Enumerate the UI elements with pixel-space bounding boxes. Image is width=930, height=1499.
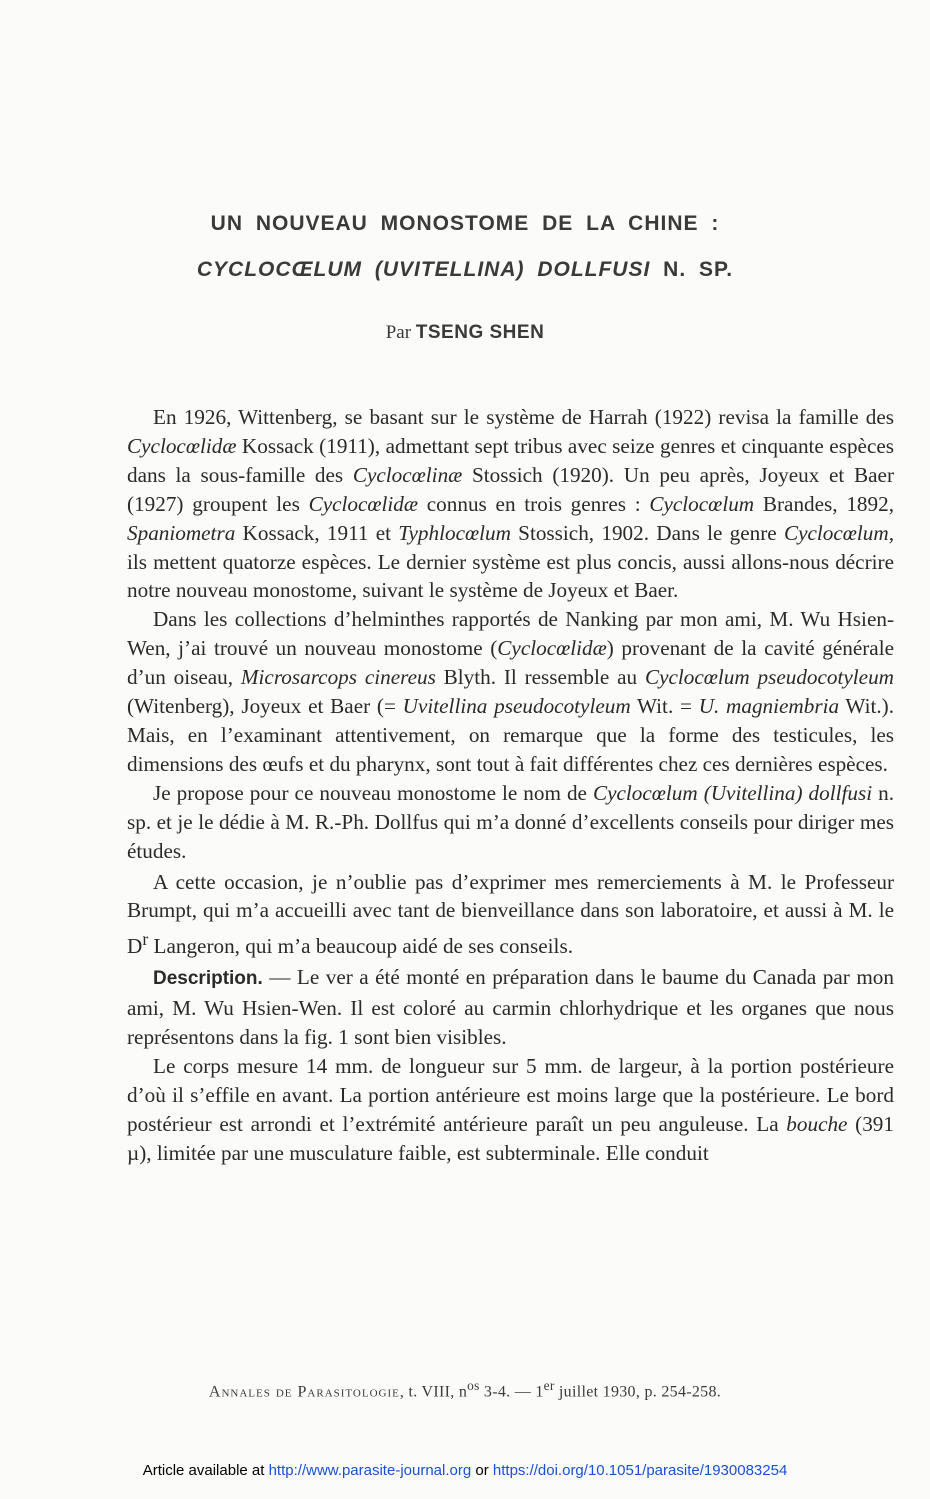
superscript: r	[142, 929, 149, 950]
text-run: Brandes, 1892,	[754, 491, 894, 516]
citation-volume: , t. VIII, n	[399, 1383, 468, 1401]
text-run: n. sp. et je le dédie à M. R.-Ph. Dollfus qui m’a donné d’excellents conseils pour diriger mes études.	[127, 780, 895, 863]
italic-term: Microsarcops cinereus	[240, 665, 436, 690]
text-run: Kossack (1911), admettant sept tribus avec seize genres et cinquante espèces dans la sous-famille des	[127, 433, 894, 487]
text-run: Stossich (1920). Un peu après, Joyeux et Baer (1927) groupent les	[127, 462, 894, 516]
article-body	[127, 403, 894, 1168]
journal-citation	[0, 1378, 930, 1401]
text-run: En 1926, Wittenberg, se basant sur le système de Harrah (1922) revisa la famille des	[153, 405, 894, 429]
text-run: Kossack, 1911 et	[235, 520, 399, 545]
text-run: Le corps mesure 14 mm. de longueur sur 5 mm. de largeur, à la portion postérieure d’où il s’effile en avant. La portion antérieure est moins large que la postérieure. Le bord postérieur est arrondi et l’extrémité antérieure paraît un peu anguleuse. La	[127, 1054, 894, 1136]
article-title-line2	[0, 258, 930, 282]
availability-or: or	[471, 1462, 493, 1479]
italic-term: Cyclocœlum (Uvitellina) dollfusi	[592, 780, 873, 805]
journal-website-link[interactable]: http://www.parasite-journal.org	[268, 1462, 472, 1479]
journal-name: Annales de Parasitologie	[208, 1383, 400, 1401]
citation-er-sup: er	[543, 1378, 555, 1393]
new-species-suffix: N. SP.	[650, 258, 734, 281]
italic-term: Cyclocœlum	[649, 491, 755, 516]
availability-prefix: Article available at	[142, 1462, 269, 1479]
text-run: (391 µ), limitée par une musculature faible, est subterminale. Elle conduit	[127, 1111, 894, 1165]
author-line	[0, 322, 930, 344]
text-run: Wit. =	[630, 694, 699, 719]
text-run: Wit.). Mais, en l’examinant attentivement, on remarque que la forme des testicules, les dimensions des œufs et du pharynx, sont tout à fait différentes chez ces dernières espèces.	[127, 694, 894, 776]
author-name: TSENG SHEN	[415, 322, 545, 343]
text-run: Blyth. Il ressemble au	[435, 665, 645, 690]
text-run: Langeron, qui m’a beaucoup aidé de ses conseils.	[148, 934, 573, 959]
italic-term: Cyclocœlinæ	[352, 462, 463, 487]
paragraph-description	[127, 963, 894, 1052]
citation-issue: 3-4. — 1	[479, 1383, 544, 1401]
text-run: Je propose pour ce nouveau monostome le nom de	[153, 780, 593, 805]
paragraph-body-size	[127, 1052, 894, 1168]
italic-term: Spaniometra	[127, 520, 236, 545]
italic-term: bouche	[786, 1111, 848, 1136]
text-run: Stossich, 1902. Dans le genre	[510, 520, 784, 545]
italic-term: Cyclocœlidæ	[127, 433, 237, 458]
italic-term: Typhlocœlum	[398, 520, 511, 545]
doi-link[interactable]: https://doi.org/10.1051/parasite/1930083254	[492, 1462, 788, 1479]
text-run: A cette occasion, je n’oublie pas d’exprimer mes remerciements à M. le Professeur Brumpt, qui m’a accueilli avec tant de bienveillance dans son laboratoire, et aussi à M. le D	[127, 869, 894, 959]
italic-term: Cyclocœlum,	[783, 520, 894, 545]
paragraph-collection	[127, 605, 894, 778]
text-run: ) provenant de la cavité générale d’un oiseau,	[127, 636, 894, 690]
italic-term: Cyclocœlum pseudocotyleum	[644, 665, 894, 690]
citation-date-pages: juillet 1930, p. 254-258.	[554, 1383, 722, 1401]
paragraph-naming	[127, 779, 894, 866]
italic-term: Cyclocœlidæ	[497, 636, 607, 661]
text-run: Dans les collections d’helminthes rapportés de Nanking par mon ami, M. Wu Hsien-Wen, j’ai trouvé un nouveau monostome (	[127, 607, 894, 661]
paragraph-intro	[127, 403, 894, 605]
citation-nos-sup: os	[467, 1378, 480, 1393]
italic-term: Uvitellina pseudocotyleum	[402, 694, 631, 719]
text-run: ils mettent quatorze espèces. Le dernier système est plus concis, aussi allons-nous décrire notre nouveau monostome, suivant le système de Joyeux et Baer.	[127, 549, 894, 603]
text-run: (Witenberg), Joyeux et Baer (=	[127, 694, 403, 719]
paragraph-acknowledgements	[127, 868, 894, 962]
text-run: connus en trois genres :	[418, 491, 650, 516]
article-availability-line	[0, 1462, 930, 1479]
text-run: — Le ver a été monté en préparation dans le baume du Canada par mon ami, M. Wu Hsien-Wen. Il est coloré au carmin chlorhydrique et les organes que nous représentons dans la fig. 1 sont bien visibles.	[127, 965, 894, 1050]
species-name: CYCLOCŒLUM (UVITELLINA) DOLLFUSI	[196, 258, 651, 281]
article-title-line1: UN NOUVEAU MONOSTOME DE LA CHINE :	[210, 212, 720, 235]
author-prefix: Par	[385, 322, 416, 343]
italic-term: Cyclocœlidæ	[308, 491, 419, 516]
section-heading: Description.	[153, 968, 263, 990]
italic-term: U. magniembria	[698, 694, 840, 719]
